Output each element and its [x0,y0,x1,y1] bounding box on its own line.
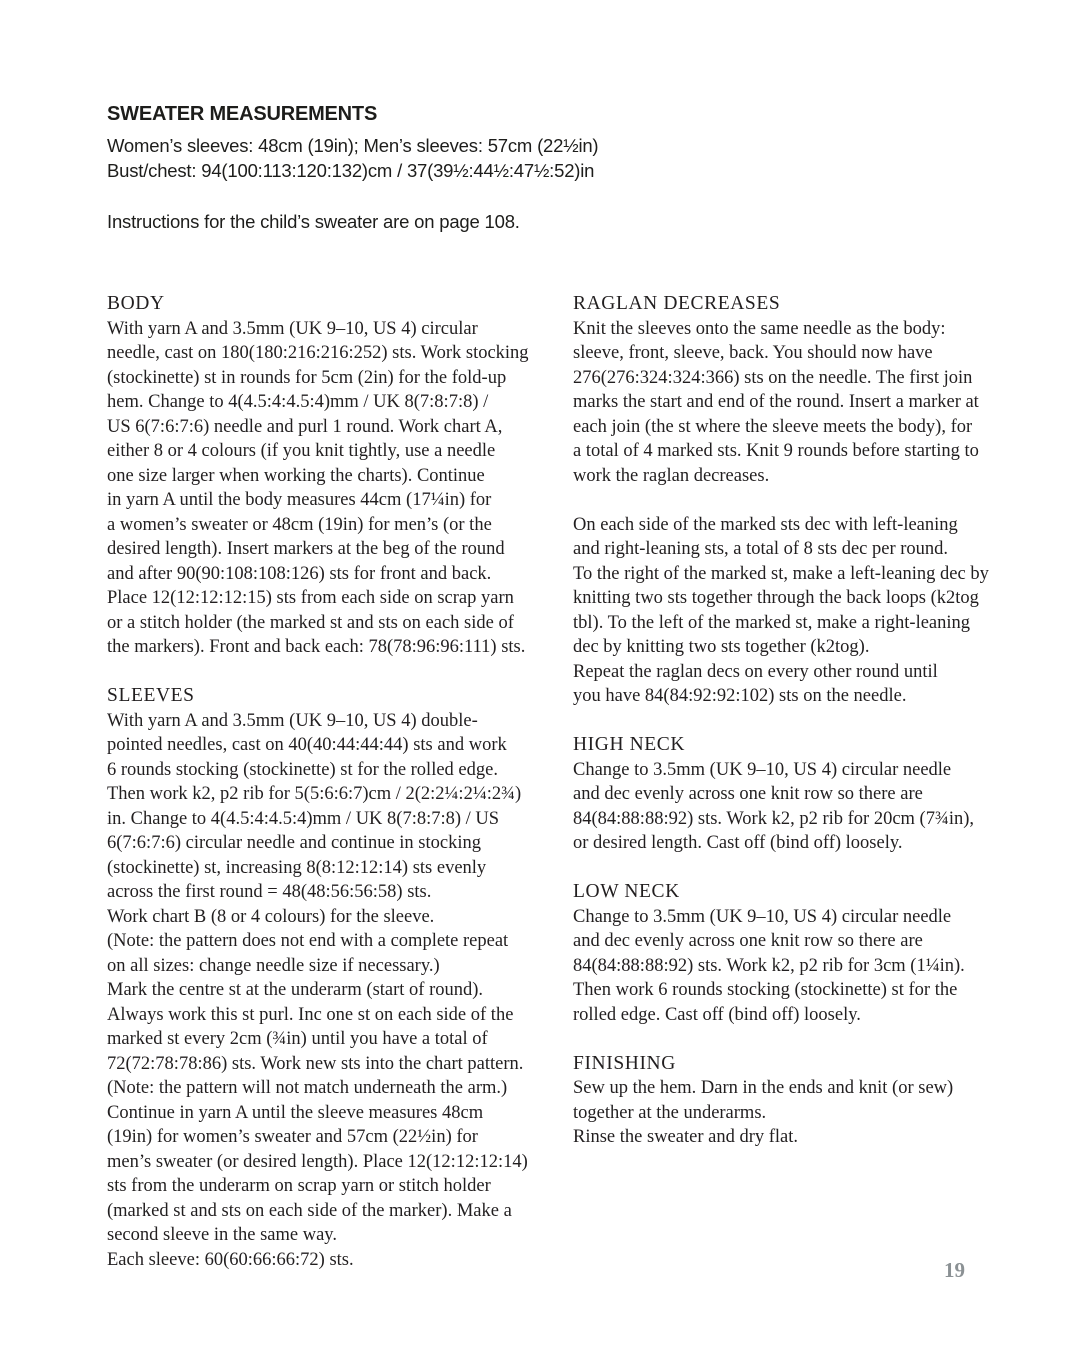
text-line: marked st every 2cm (¾in) until you have a total of [107,1029,488,1049]
text-line: 276(276:324:324:366) sts on the needle. The first join [573,367,973,388]
text-line: a total of 4 marked sts. Knit 9 rounds before starting to [573,441,979,461]
two-column-body [107,292,993,1272]
text-line: you have 84(84:92:92:102) sts on the needle. [573,686,907,706]
text-line: (Note: the pattern does not end with a complete repeat [107,931,509,951]
text-line: and dec evenly across one knit row so there are [573,931,923,951]
text-line: 84(84:88:88:92) sts. Work k2, p2 rib for 3cm (1¼in). [573,955,965,976]
page-title: SWEATER MEASUREMENTS [107,103,378,125]
text-line: Repeat the raglan decs on every other round until [573,661,938,682]
text-line: or a stitch holder (the marked st and sts on each side of [107,612,514,633]
text-line: On each side of the marked sts dec with left-leaning [573,514,958,535]
measurements-header [107,103,598,233]
section-heading-low-neck: LOW NECK [573,881,680,902]
text-line: (19in) for women’s sweater and 57cm (22½in) for [107,1127,478,1147]
text-line: sts from the underarm on scrap yarn or stitch holder [107,1176,491,1196]
section-heading-high-neck: HIGH NECK [573,734,686,755]
text-line: Place 12(12:12:12:15) sts from each side on scrap yarn [107,588,514,608]
text-line: rolled edge. Cast off (bind off) loosely. [573,1004,861,1025]
right-column [573,292,993,1272]
text-line: To the right of the marked st, make a left-leaning dec by [573,563,989,584]
section-heading-finishing: FINISHING [573,1052,676,1074]
text-line: men’s sweater (or desired length). Place 12(12:12:12:14) [107,1151,528,1172]
text-line: Sew up the hem. Darn in the ends and knit (or sew) [573,1078,954,1098]
text-line: second sleeve in the same way. [107,1225,337,1245]
text-line: together at the underarms. [573,1102,767,1123]
text-line: in yarn A until the body measures 44cm (17¼in) for [107,490,492,510]
section-high-neck [573,733,993,856]
text-line: hem. Change to 4(4.5:4:4.5:4)mm / UK 8(7:8:7:8) / [107,392,489,412]
text-line: (Note: the pattern will not match underneath the arm.) [107,1078,508,1098]
text-line: Rinse the sweater and dry flat. [573,1127,799,1147]
text-line: dec by knitting two sts together (k2tog). [573,637,870,657]
text-line: 6(7:6:7:6) circular needle and continue in stocking [107,833,481,853]
text-line: tbl). To the left of the marked st, make a right-leaning [573,612,971,633]
text-line: sleeve, front, sleeve, back. You should now have [573,343,933,363]
paragraph [573,758,993,856]
text-line: US 6(7:6:7:6) needle and purl 1 round. Work chart A, [107,416,503,437]
section-heading-sleeves: SLEEVES [107,685,195,706]
text-line: Then work k2, p2 rib for 5(5:6:6:7)cm / 2(2:2¼:2¼:2¾) [107,784,522,804]
text-line: the markers). Front and back each: 78(78:96:96:111) sts. [107,637,526,657]
section-low-neck [573,880,993,1027]
section-raglan-decreases [573,292,993,709]
text-line: pointed needles, cast on 40(40:44:44:44) sts and work [107,735,507,755]
text-line: across the first round = 48(48:56:56:58) sts. [107,882,432,902]
child-sweater-note: Instructions for the child’s sweater are on page 108. [107,211,520,232]
text-line: (stockinette) st, increasing 8(8:12:12:14) sts evenly [107,857,487,878]
paragraph [107,709,549,1273]
text-line: on all sizes: change needle size if necessary.) [107,955,440,976]
text-line: Knit the sleeves onto the same needle as the body: [573,318,946,339]
text-line: and dec evenly across one knit row so there are [573,784,923,804]
text-line: Work chart B (8 or 4 colours) for the sleeve. [107,906,435,927]
text-line: Mark the centre st at the underarm (start of round). [107,980,484,1000]
section-heading-raglan-decreases: RAGLAN DECREASES [573,293,781,314]
sleeve-measurements-line: Women’s sleeves: 48cm (19in); Men’s sleeves: 57cm (22½in) [107,135,599,156]
paragraph [573,905,993,1028]
text-line: desired length). Insert markers at the beg of the round [107,539,505,559]
text-line: With yarn A and 3.5mm (UK 9–10, US 4) double- [107,710,478,731]
text-line: one size larger when working the charts). Continue [107,465,485,486]
text-line: knitting two sts together through the back loops (k2tog [573,588,979,608]
text-line: 84(84:88:88:92) sts. Work k2, p2 rib for 20cm (7¾in), [573,808,975,829]
paragraph [573,513,993,709]
text-line: or desired length. Cast off (bind off) loosely. [573,833,903,853]
page-number: 19 [944,1258,965,1282]
paragraph [573,317,993,489]
section-body [107,292,549,660]
text-line: a women’s sweater or 48cm (19in) for men’s (or the [107,514,492,535]
section-sleeves [107,684,549,1272]
paragraph [573,1076,993,1150]
text-line: marks the start and end of the round. Insert a marker at [573,392,979,412]
paragraph [107,317,549,660]
text-line: and right-leaning sts, a total of 8 sts dec per round. [573,539,949,559]
text-line: Change to 3.5mm (UK 9–10, US 4) circular needle [573,759,952,780]
bust-chest-measurements-line: Bust/chest: 94(100:113:120:132)cm / 37(39½:44½:47½:52)in [107,160,595,181]
text-line: (marked st and sts on each side of the marker). Make a [107,1200,512,1221]
text-line: work the raglan decreases. [573,465,770,486]
text-line: needle, cast on 180(180:216:216:252) sts. Work stocking [107,343,529,363]
text-line: (stockinette) st in rounds for 5cm (2in) for the fold-up [107,367,507,388]
text-line: each join (the st where the sleeve meets the body), for [573,416,973,437]
text-line: Each sleeve: 60(60:66:66:72) sts. [107,1249,354,1270]
text-line: Change to 3.5mm (UK 9–10, US 4) circular needle [573,906,952,927]
text-line: in. Change to 4(4.5:4:4.5:4)mm / UK 8(7:8:7:8) / US [107,808,500,829]
left-column [107,292,549,1272]
text-line: Then work 6 rounds stocking (stockinette) st for the [573,980,958,1000]
text-line: 72(72:78:78:86) sts. Work new sts into the chart pattern. [107,1053,524,1074]
text-line: Continue in yarn A until the sleeve measures 48cm [107,1102,484,1123]
text-line: and after 90(90:108:108:126) sts for front and back. [107,563,492,584]
text-line: Always work this st purl. Inc one st on each side of the [107,1004,514,1025]
text-line: either 8 or 4 colours (if you knit tightly, use a needle [107,441,496,461]
section-finishing [573,1052,993,1150]
section-heading-body: BODY [107,293,165,314]
text-line: 6 rounds stocking (stockinette) st for the rolled edge. [107,759,498,780]
text-line: With yarn A and 3.5mm (UK 9–10, US 4) circular [107,318,478,339]
